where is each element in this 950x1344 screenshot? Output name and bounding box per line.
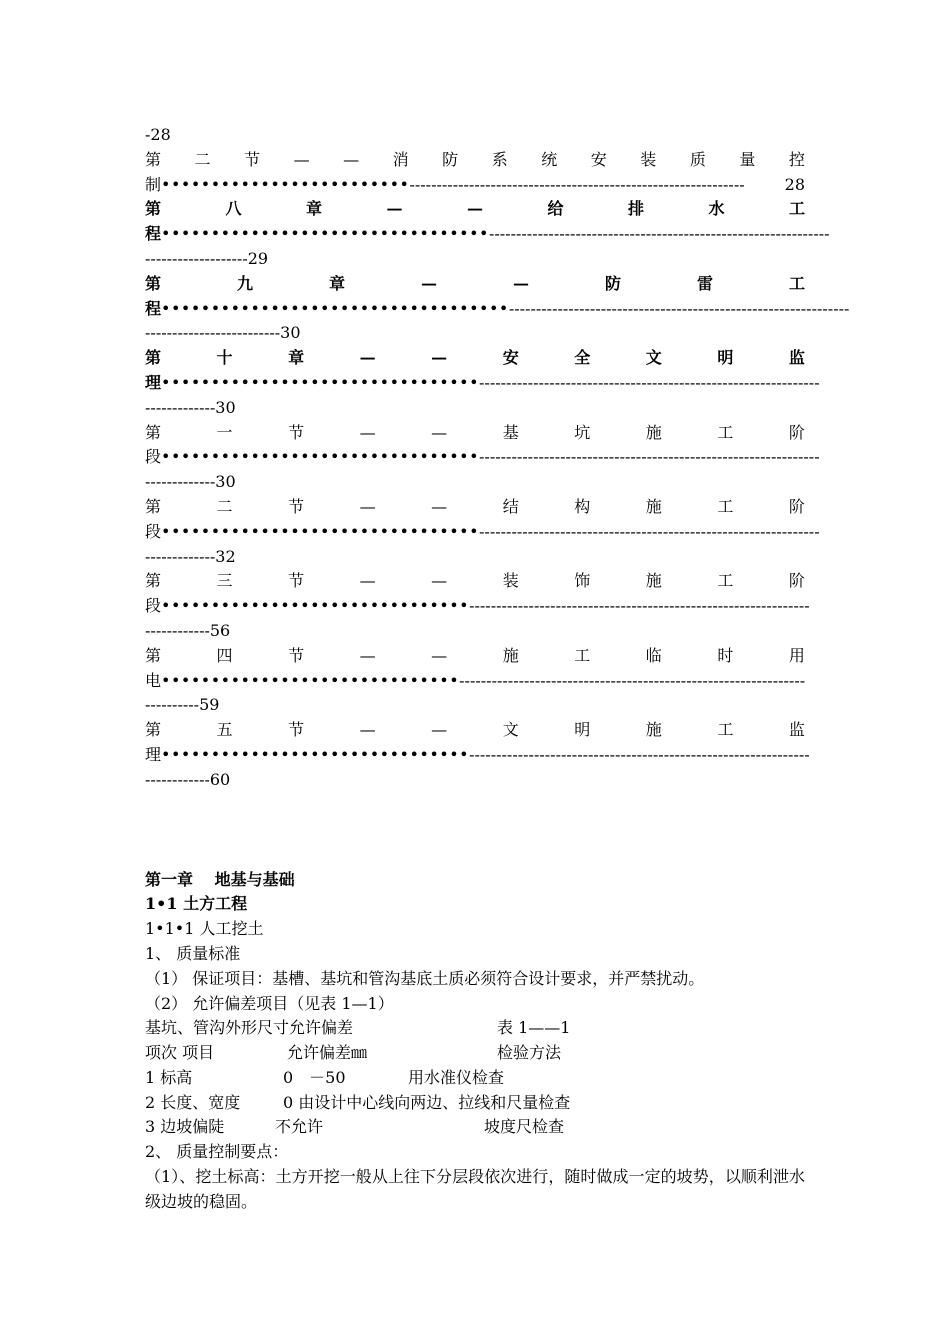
- chapter-heading: 第一章 地基与基础: [145, 869, 295, 889]
- toc-leader-dots: ••••••••••••••••••••••••••••••••: [161, 372, 480, 392]
- paragraph: （1）、挖土标高：土方开挖一般从上往下分层段依次进行，随时做成一定的坡势，以顺利泄水级边坡的稳固。: [145, 1167, 805, 1211]
- toc-title-char: —: [359, 720, 376, 740]
- item-heading: 2、 质量控制要点：: [145, 1142, 289, 1162]
- toc-entry-leader-line: [145, 371, 820, 396]
- table-row: [145, 1066, 805, 1091]
- toc-title-char: 第: [145, 720, 162, 740]
- toc-entry-leader-line: [145, 173, 805, 198]
- toc-title-last-char: 理: [145, 372, 162, 392]
- toc-title-char: 阶: [788, 496, 805, 516]
- toc-title-char: 节: [288, 571, 305, 591]
- toc-title-char: —: [359, 496, 376, 516]
- table-row: [145, 1091, 805, 1116]
- item-heading: 1、 质量标准: [145, 943, 241, 963]
- toc-title-char: —: [512, 273, 529, 293]
- toc-entry-page-number-line: -------------32: [145, 546, 236, 566]
- toc-title-char: 节: [288, 496, 305, 516]
- toc-title-char: 工: [717, 496, 734, 516]
- toc-entry-title-line: [145, 569, 805, 594]
- toc-leader-dots: •••••••••••••••••••••••••••••••: [161, 596, 470, 616]
- toc-title-char: 第: [145, 199, 162, 219]
- table-cell: 3 边坡偏陡: [145, 1117, 225, 1137]
- toc-title-char: 第: [145, 149, 162, 169]
- toc-title-char: —: [431, 422, 448, 442]
- toc-title-char: 一: [216, 422, 233, 442]
- toc-title-char: 节: [244, 149, 261, 169]
- table-header: [145, 1041, 805, 1066]
- toc-title-char: 文: [645, 348, 662, 368]
- toc-title-char: 章: [329, 273, 346, 293]
- toc-title-char: —: [431, 571, 448, 591]
- toc-title-char: —: [359, 645, 376, 665]
- toc-entry-page-number-line: ------------56: [145, 620, 231, 640]
- spacer: [145, 793, 805, 868]
- toc-leader-dashes: ---------------------------------------------------------------: [508, 298, 850, 318]
- toc-title-char: 施: [645, 496, 662, 516]
- toc-title-char: —: [386, 199, 403, 219]
- toc-title-char: 临: [645, 645, 662, 665]
- toc-continued-page-number: -28: [145, 125, 171, 144]
- toc-title-char: 工: [788, 199, 805, 219]
- toc-entry-leader-line: [145, 222, 830, 247]
- toc-title-char: 施: [502, 645, 519, 665]
- toc-leader-dots: •••••••••••••••••••••••••••••••: [161, 744, 470, 764]
- toc-entry-page-number-line: ----------59: [145, 695, 220, 715]
- toc-title-char: 监: [788, 720, 805, 740]
- toc-title-char: 施: [645, 571, 662, 591]
- toc-title-char: 安: [502, 348, 519, 368]
- table-cell: 0 由设计中心线向两边、拉线和尺量检查: [283, 1092, 571, 1112]
- table-cell: 2 长度、宽度: [145, 1092, 241, 1112]
- toc-entry-leader-line: [145, 594, 810, 619]
- toc-title-char: 工: [574, 645, 591, 665]
- toc-title-char: 九: [237, 273, 254, 293]
- toc-title-char: 节: [288, 422, 305, 442]
- toc-title-char: 施: [645, 422, 662, 442]
- table-row: [145, 1115, 805, 1140]
- toc-leader-dashes: ---------------------------------------------------------------: [469, 596, 810, 616]
- toc-entry-title-line: [145, 421, 805, 446]
- toc-leader-dashes: ---------------------------------------------------------------: [479, 521, 820, 541]
- toc-title-char: 四: [216, 645, 233, 665]
- toc-title-char: —: [293, 149, 310, 169]
- toc-entry-leader-line: [145, 743, 810, 768]
- toc-entry-title-line: [145, 148, 805, 173]
- toc-title-char: —: [431, 645, 448, 665]
- toc-entry-title-line: [145, 197, 805, 222]
- toc-title-last-char: 制: [145, 174, 162, 194]
- toc-title-char: 第: [145, 645, 162, 665]
- paragraph: （2） 允许偏差项目（见表 1—1）: [145, 993, 394, 1013]
- toc-title-char: —: [431, 348, 448, 368]
- table-caption-title: 基坑、管沟外形尺寸允许偏差: [145, 1018, 354, 1038]
- toc-title-char: 工: [717, 571, 734, 591]
- toc-leader-dots: •••••••••••••••••••••••••: [161, 174, 410, 194]
- toc-leader-dashes: ---------------------------------------------------------------: [479, 447, 820, 467]
- toc-title-char: 质: [689, 149, 706, 169]
- toc-title-char: 装: [502, 571, 519, 591]
- toc-entry-leader-line: [145, 520, 820, 545]
- toc-title-char: 监: [788, 348, 805, 368]
- toc-leader-dots: •••••••••••••••••••••••••••••••••: [161, 224, 489, 244]
- toc-title-char: 量: [739, 149, 756, 169]
- toc-title-char: 工: [788, 273, 805, 293]
- toc-title-last-char: 程: [145, 298, 162, 318]
- section-heading: 1•1 土方工程: [145, 894, 248, 914]
- toc-title-char: 坑: [574, 422, 591, 442]
- toc-title-last-char: 电: [145, 670, 162, 690]
- toc-title-char: —: [359, 348, 376, 368]
- toc-title-char: 五: [216, 720, 233, 740]
- toc-title-char: 二: [216, 496, 233, 516]
- toc-title-char: 第: [145, 273, 162, 293]
- toc-title-char: 基: [502, 422, 519, 442]
- toc-leader-dashes: --------------------------------------------------------------: [409, 174, 745, 194]
- table-header-cell: 检验方法: [497, 1043, 562, 1063]
- table-header-cell: 项次 项目: [145, 1043, 215, 1063]
- toc-entry-page-number-line: ------------60: [145, 769, 231, 789]
- table-cell: 不允许: [275, 1117, 324, 1137]
- toc-title-char: 系: [491, 149, 508, 169]
- toc-title-char: 控: [788, 149, 805, 169]
- toc-leader-dashes: ----------------------------------------------------------------: [459, 670, 806, 690]
- toc-title-char: 排: [627, 199, 644, 219]
- toc-entry-title-line: [145, 718, 805, 743]
- toc-title-last-char: 段: [145, 447, 162, 467]
- toc-title-char: —: [431, 720, 448, 740]
- toc-title-char: 施: [645, 720, 662, 740]
- toc-title-char: 章: [288, 348, 305, 368]
- toc-title-char: 明: [574, 720, 591, 740]
- toc-entry-title-line: [145, 644, 805, 669]
- toc-title-char: 防: [604, 273, 621, 293]
- toc-entry-page-number-line: -------------30: [145, 397, 236, 417]
- toc-entry-page-number-line: -------------30: [145, 472, 236, 492]
- toc-title-char: 统: [541, 149, 558, 169]
- toc-entry-page-number-line: -------------------------30: [145, 323, 301, 343]
- toc-title-char: 十: [216, 348, 233, 368]
- toc-title-char: —: [359, 571, 376, 591]
- toc-title-char: —: [343, 149, 360, 169]
- toc-title-char: 工: [717, 422, 734, 442]
- toc-title-char: 时: [717, 645, 734, 665]
- toc-leader-dashes: ---------------------------------------------------------------: [479, 372, 820, 392]
- toc-title-char: 第: [145, 348, 162, 368]
- toc-title-char: 水: [708, 199, 725, 219]
- table-cell: 坡度尺检查: [484, 1117, 565, 1137]
- toc-title-char: 工: [717, 720, 734, 740]
- toc-title-last-char: 段: [145, 596, 162, 616]
- document-page: [145, 123, 850, 1215]
- table-cell: 1 标高: [145, 1067, 193, 1087]
- toc-title-last-char: 程: [145, 224, 162, 244]
- toc-title-char: 八: [225, 199, 242, 219]
- table-cell: 用水准仪检查: [408, 1067, 505, 1087]
- toc-title-char: 全: [574, 348, 591, 368]
- toc-page-number: 28: [784, 174, 805, 194]
- toc-title-char: 文: [502, 720, 519, 740]
- toc-title-char: 雷: [696, 273, 713, 293]
- toc-title-char: 节: [288, 720, 305, 740]
- table-cell: 0 －50: [283, 1067, 346, 1087]
- toc-title-char: 第: [145, 496, 162, 516]
- toc-title-char: 用: [788, 645, 805, 665]
- toc-title-char: 阶: [788, 571, 805, 591]
- toc-title-char: —: [421, 273, 437, 293]
- toc-title-char: 安: [590, 149, 607, 169]
- toc-leader-dots: ••••••••••••••••••••••••••••••: [161, 670, 460, 690]
- toc-title-char: 第: [145, 571, 162, 591]
- toc-leader-dashes: ---------------------------------------------------------------: [469, 744, 810, 764]
- toc-title-char: 节: [288, 645, 305, 665]
- table-caption: [145, 1016, 805, 1041]
- toc-title-char: 三: [216, 571, 233, 591]
- table-of-contents: [145, 148, 850, 793]
- toc-title-char: 第: [145, 422, 162, 442]
- table-caption-number: 表 1——1: [497, 1018, 571, 1038]
- toc-entry-page-number-line: -------------------29: [145, 248, 269, 268]
- toc-title-char: 消: [392, 149, 409, 169]
- toc-title-char: —: [359, 422, 376, 442]
- toc-title-char: 装: [640, 149, 657, 169]
- toc-title-char: 构: [574, 496, 591, 516]
- toc-title-char: 明: [717, 348, 734, 368]
- toc-entry-title-line: [145, 272, 805, 297]
- toc-title-char: 阶: [788, 422, 805, 442]
- toc-leader-dashes: ---------------------------------------------------------------: [488, 224, 830, 244]
- table-header-cell: 允许偏差㎜: [287, 1043, 368, 1063]
- toc-title-char: 防: [442, 149, 459, 169]
- toc-title-char: 给: [547, 199, 564, 219]
- toc-entry-title-line: [145, 346, 805, 371]
- toc-title-char: —: [431, 496, 448, 516]
- toc-entry-title-line: [145, 495, 805, 520]
- toc-title-char: 饰: [574, 571, 591, 591]
- toc-title-char: 章: [306, 199, 323, 219]
- toc-entry-leader-line: [145, 297, 850, 322]
- toc-title-char: —: [466, 199, 483, 219]
- toc-title-char: 二: [194, 149, 211, 169]
- toc-title-last-char: 段: [145, 521, 162, 541]
- toc-leader-dots: •••••••••••••••••••••••••••••••••••: [161, 298, 509, 318]
- paragraph: （1） 保证项目：基槽、基坑和管沟基底土质必须符合设计要求，并严禁扰动。: [145, 968, 705, 988]
- toc-title-char: 结: [502, 496, 519, 516]
- subsection-heading: 1•1•1 人工挖土: [145, 919, 264, 939]
- toc-leader-dots: ••••••••••••••••••••••••••••••••: [161, 447, 480, 467]
- toc-entry-leader-line: [145, 669, 805, 694]
- toc-entry-leader-line: [145, 445, 820, 470]
- toc-title-last-char: 理: [145, 744, 162, 764]
- toc-leader-dots: ••••••••••••••••••••••••••••••••: [161, 521, 480, 541]
